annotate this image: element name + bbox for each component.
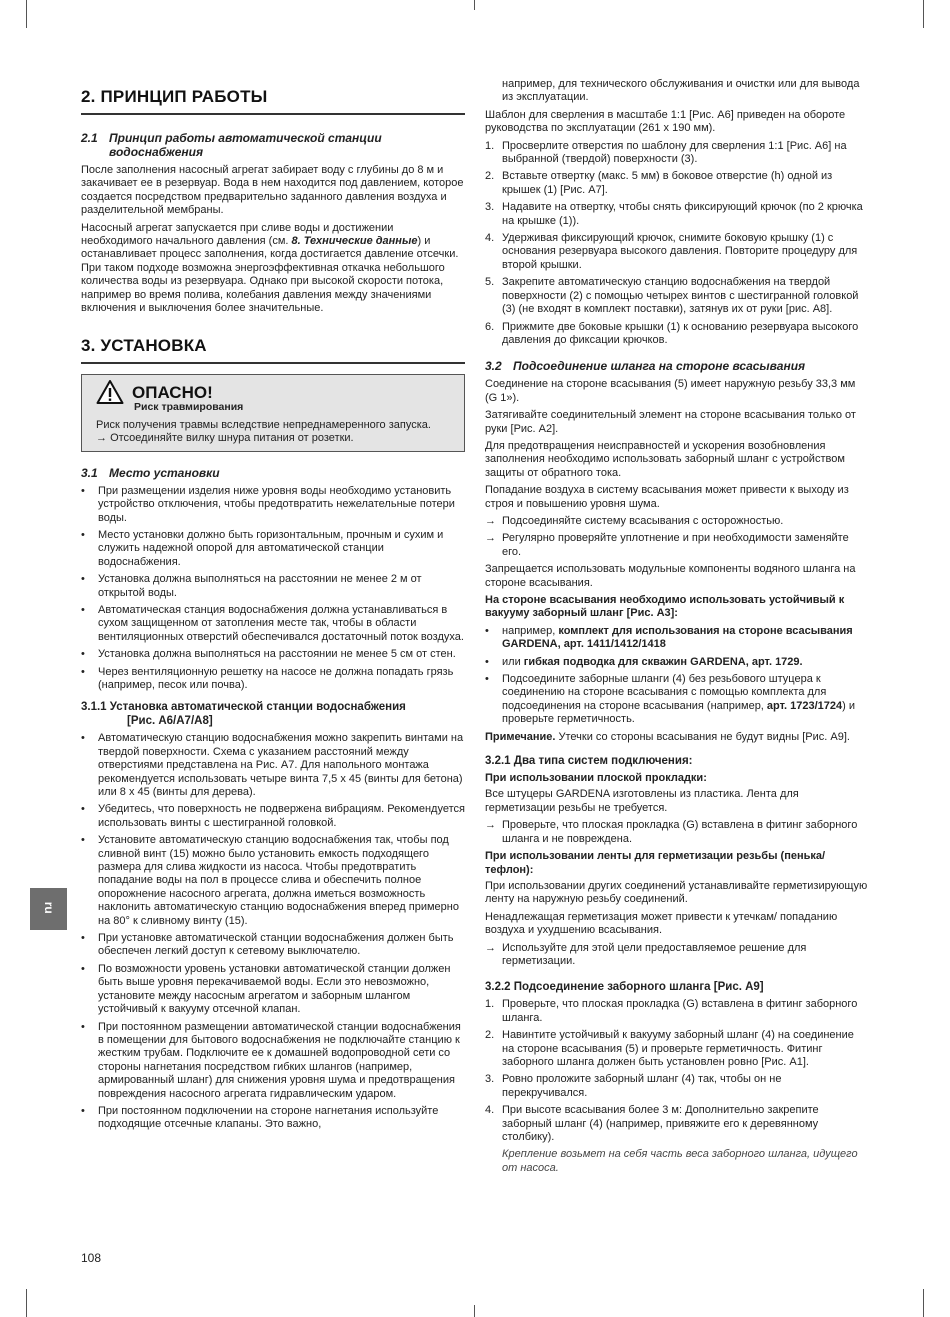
italic-note: Крепление возьмет на себя часть веса заборного шланга, идущего от насоса. xyxy=(502,1148,858,1174)
mounting-steps xyxy=(485,140,869,348)
danger-box xyxy=(81,374,465,451)
arrow-icon: → xyxy=(96,432,111,445)
list-item: • При размещении изделия ниже уровня воды необходимо установить устройство отключения, чтобы предотвратить нежелательные потери воды. xyxy=(81,484,455,524)
arrow-icon: → xyxy=(485,532,496,545)
paragraph: Все штуцеры GARDENA изготовлены из пластика. Лента для герметизации резьбы не требуется. xyxy=(485,788,799,814)
paragraph: Шаблон для сверления в масштабе 1:1 [Рис. A6] приведен на обороте руководства по эксплуатации (261 x 190 мм). xyxy=(485,108,846,135)
list-item: 1. Проверьте, что плоская прокладка (G) вставлена в фитинг заборного шланга. xyxy=(485,998,858,1024)
list-item: • При постоянном подключении на стороне нагнетания используйте подходящие отсечные клапаны. Это важно, xyxy=(81,1104,439,1131)
crop-mark xyxy=(26,1289,27,1317)
list-item: 2. Навинтите устойчивый к вакууму заборный шланг (4) на соединение на стороне всасывания (5) и проверьте герметичность. Фитинг заборного шланга должен быть установлен ровно [Рис. A1]. xyxy=(485,1029,854,1068)
list-item: • При установке автоматической станции водоснабжения должен быть обеспечен легкий доступ к сетевому выключателю. xyxy=(81,932,454,958)
note: Примечание. Утечки со стороны всасывания не будут видны [Рис. A9]. xyxy=(485,730,850,743)
danger-title: ОПАСНО! xyxy=(132,382,213,402)
list-item: • например, комплект для использования на стороне всасывания GARDENA, арт. 1411/1412/1418 xyxy=(485,624,853,651)
language-tab xyxy=(30,888,67,930)
list-item: • По возможности уровень установки автоматической станции должен быть выше уровня перекачиваемой воды. Если это невозможно, установите между насосным агрегатом и заборным шлангом устойчивый к вакууму отсечной клапан. xyxy=(81,962,451,1016)
list-item: • Установка должна выполняться на расстоянии не менее 2 м от открытой воды. xyxy=(81,573,422,599)
list-item: 3. Ровно проложите заборный шланг (4) так, чтобы он не перекручивался. xyxy=(485,1073,782,1099)
instruction: → Проверьте, что плоская прокладка (G) вставлена в фитинг заборного шланга и не повреждена. xyxy=(485,819,858,845)
arrow-icon: → xyxy=(485,819,496,832)
crop-mark xyxy=(474,0,475,10)
danger-subtitle: Риск травмирования xyxy=(134,401,244,414)
arrow-icon: → xyxy=(485,941,496,954)
instruction: → Подсоединяйте систему всасывания с осторожностью. xyxy=(485,514,784,527)
paragraph: Запрещается использовать модульные компоненты водяного шланга на стороне всасывания. xyxy=(485,563,856,589)
subsection-title-3-1-1: 3.1.1 Установка автоматической станции водоснабжения [Рис. A6/A7/A8] xyxy=(81,701,406,728)
list-item: • Установите автоматическую станцию водоснабжения так, чтобы под сливной винт (15) можно было установить емкость подходящего размера для слива жидкости из насоса. Чтобы предотвратить попадание воды на пол в процессе слива и обеспечить полное опорожнение насосного агрегата, должна иметься возможность наклонить автоматическую станцию водоснабжения вперед примерно на 80° к сливному винту (15). xyxy=(81,834,459,927)
paragraph: Затягивайте соединительный элемент на стороне всасывания только от руки [Рис. A2]. xyxy=(485,409,856,435)
danger-action: → Отсоединяйте вилку шнура питания от розетки. xyxy=(96,432,354,445)
warning-icon xyxy=(96,379,124,405)
danger-text: Риск получения травмы вследствие непреднамеренного запуска. xyxy=(96,418,431,431)
paragraph: При использовании других соединений устанавливайте герметизирующую ленту на наружную резьбу соединений. xyxy=(485,879,868,906)
list-item: 5. Закрепите автоматическую станцию водоснабжения на твердой поверхности (2) с помощью четырех винтов с шестигранной головкой (3) (не входят в комплект поставки), затянув их от руки [рис. A8]. xyxy=(485,276,859,316)
list-item: • Установка должна выполняться на расстоянии не менее 5 см от стен. xyxy=(81,648,456,661)
crop-mark xyxy=(923,0,924,28)
list-item: 3. Надавите на отвертку, чтобы снять фиксирующий крючок (по 2 крючка на крышке (1)). xyxy=(485,201,863,227)
sealing-tape-title: При использовании ленты для герметизации резьбы (пенька/ тефлон): xyxy=(485,850,826,876)
crop-mark xyxy=(26,0,27,28)
arrow-icon: → xyxy=(485,514,496,527)
paragraph: Соединение на стороне всасывания (5) имеет наружную резьбу 33,3 мм (G 1»). xyxy=(485,378,856,404)
list-item: • Автоматическую станцию водоснабжения можно закрепить винтами на твердой поверхности. Схема с указанием расстояний между отверстиями представлена на Рис. A7. Для напольного монтажа рекомендуется использовать четыре винта 7,5 x 45 (винты для бетона) или 8 x 45 (винты для дерева). xyxy=(81,732,464,798)
suction-hose-steps xyxy=(485,998,869,1144)
installation-list xyxy=(81,732,465,1131)
subsection-title-2-1: 2.1 Принцип работы автоматической станции водоснабжения xyxy=(81,131,382,159)
subsection-title-3-2-2: 3.2.2 Подсоединение заборного шланга [Рис. A9] xyxy=(485,981,764,994)
list-item: • Место установки должно быть горизонтальным, прочным и сухим и служить надежной опорой для автоматической станции водоснабжения. xyxy=(81,528,444,568)
subsection-title-3-1: 3.1 Место установки xyxy=(81,465,220,480)
page-number: 108 xyxy=(81,1251,102,1265)
paragraph-bold: На стороне всасывания необходимо использовать устойчивый к вакууму заборный шланг [Рис. A3]: xyxy=(485,594,845,620)
paragraph: Насосный агрегат запускается при сливе воды и достижении необходимого начального давления (см. 8. Технические данные) и останавливает процесс заполнения, когда достигается давление отсечки. При таком подходе возможна энергоэффективная откачка небольшого количества воды из резервуара. Однако при высокой скорости потока, например во время полива, колебания давления между значениями включения и выключения более значительные. xyxy=(81,221,459,315)
instruction: → Регулярно проверяйте уплотнение и при необходимости заменяйте его. xyxy=(485,532,849,558)
paragraph: Ненадлежащая герметизация может привести к утечкам/ попаданию воздуха и ухудшению всасывания. xyxy=(485,910,838,937)
list-item: 4. При высоте всасывания более 3 м: Дополнительно закрепите заборный шланг (4) (например, привяжите его к деревянному столбику). xyxy=(485,1104,819,1143)
section-title-principle: 2. ПРИНЦИП РАБОТЫ xyxy=(81,86,465,115)
instruction: → Используйте для этой цели предоставляемое решение для герметизации. xyxy=(485,941,807,967)
paragraph: После заполнения насосный агрегат забирает воду с глубины до 8 м и закачивает ее в резервуар. Вода в нем находится под давлением, которое создается посредством предварительно заданного давления воздуха и разделительной мембраны. xyxy=(81,164,464,217)
left-column xyxy=(81,78,465,1136)
list-item: 2. Вставьте отвертку (макс. 5 мм) в боковое отверстие (h) одной из крышек (1) [Рис. A7]. xyxy=(485,170,833,196)
list-item: • Подсоедините заборные шланги (4) без резьбового штуцера к соединению на стороне всасывания с помощью комплекта для подсоединения на стороне всасывания (например, арт. 1723/1724) и проверьте герметичность. xyxy=(485,673,856,726)
paragraph: Для предотвращения неисправностей и ускорения возобновления заполнения необходимо использовать заборный шланг с устройством защиты от обратного тока. xyxy=(485,439,845,479)
paragraph: Попадание воздуха в систему всасывания может привести к выходу из строя и повышению уровня шума. xyxy=(485,484,849,510)
subsection-title-3-2: 3.2 Подсоединение шланга на стороне всасывания xyxy=(485,359,806,374)
subsection-title-3-2-1: 3.2.1 Два типа систем подключения: xyxy=(485,755,693,768)
crop-mark xyxy=(474,1305,475,1317)
list-item: • или гибкая подводка для скважин GARDENA, арт. 1729. xyxy=(485,655,803,668)
paragraph: например, для технического обслуживания и очистки или для вывода из эксплуатации. xyxy=(502,78,860,104)
crop-mark xyxy=(923,1289,924,1317)
section-title-installation: 3. УСТАНОВКА xyxy=(81,335,465,364)
list-item: 1. Просверлите отверстия по шаблону для сверления 1:1 [Рис. A6] на выбранной (твердой) поверхности (3). xyxy=(485,139,847,166)
list-item: 4. Удерживая фиксирующий крючок, снимите боковую крышку (1) с основания резервуара высокого давления. Повторите процедуру для второй крышки. xyxy=(485,232,858,271)
list-item: • Убедитесь, что поверхность не подвержена вибрациям. Рекомендуется использовать винты с шестигранной головкой. xyxy=(81,803,465,829)
list-item: • При постоянном размещении автоматической станции водоснабжения в помещении для бытового водоснабжения не подключайте станцию к жестким трубам. Подключите ее к домашней водопроводной сети со стороны нагнетания посредством гибких шлангов (например, армированный шланг) для снижения уровня шума и предотвращения повреждения насосного агрегата гидравлическим ударом. xyxy=(81,1020,461,1100)
flat-gasket-title: При использовании плоской прокладки: xyxy=(485,772,707,785)
location-list xyxy=(81,485,465,693)
list-item: • Автоматическая станция водоснабжения должна устанавливаться в сухом защищенном от затопления месте так, чтобы в области вентиляционных отверстий обеспечивался достаточный поток воздуха. xyxy=(81,603,464,643)
list-item: • Через вентиляционную решетку на насосе не должна попадать грязь (например, песок или почва). xyxy=(81,665,454,691)
language-code: ru xyxy=(42,901,57,914)
hose-list xyxy=(485,625,869,727)
list-item: 6. Прижмите две боковые крышки (1) к основанию резервуара высокого давления до фиксации крючков. xyxy=(485,320,859,346)
right-column xyxy=(485,78,869,1179)
